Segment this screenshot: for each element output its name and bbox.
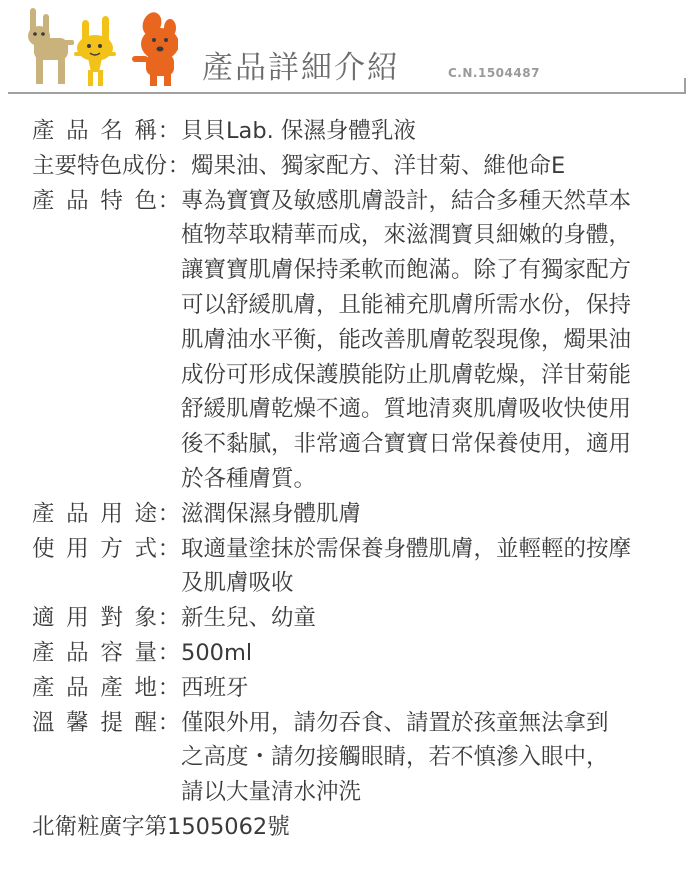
spec-value: 新生兒、幼童 [181, 605, 317, 632]
spec-colon: ： [167, 152, 191, 179]
spec-value-line: 取適量塗抹於需保養身體肌膚，並輕輕的按摩 [181, 535, 632, 562]
spec-value: 燭果油、獨家配方、洋甘菊、維他命E [191, 152, 566, 179]
spec-value-line: 請以大量清水沖洗 [181, 779, 362, 806]
spec-value [181, 706, 609, 810]
section-title: 產品詳細介紹 [202, 50, 400, 86]
spec-label: 產品用途 [32, 500, 157, 527]
license-number: 北衛粧廣字第1505062號 [32, 813, 290, 840]
spec-value-line: 肌膚油水平衡，能改善肌膚乾裂現像，燭果油 [181, 326, 632, 353]
spec-value: 西班牙 [181, 674, 249, 701]
spec-value-line: 舒緩肌膚乾燥不適。質地清爽肌膚吸收快使用 [181, 396, 632, 423]
spec-colon: ： [157, 674, 181, 701]
spec-value-line: 成份可形成保護膜能防止肌膚乾燥，洋甘菊能 [181, 361, 632, 388]
spec-value [181, 184, 631, 497]
spec-row-name [32, 114, 692, 149]
spec-label: 產品容量 [32, 639, 157, 666]
spec-row-directions [32, 532, 692, 602]
spec-value: 貝貝Lab. 保濕身體乳液 [181, 118, 416, 144]
spec-colon: ： [157, 535, 181, 562]
spec-row-origin [32, 671, 692, 706]
spec-label: 產品產地 [32, 674, 157, 701]
spec-row-ingredients [32, 149, 692, 184]
header-divider-end [684, 78, 686, 94]
spec-value-line: 之高度・請勿接觸眼睛，若不慎滲入眼中， [181, 744, 609, 771]
spec-row-features [32, 184, 692, 497]
spec-label: 產品特色 [32, 187, 157, 214]
deer-mascot-icon [28, 8, 74, 84]
spec-label: 溫馨提醒 [32, 709, 157, 736]
spec-value: 500ml [181, 639, 253, 666]
mascots [28, 6, 178, 86]
spec-value-line: 專為寶寶及敏感肌膚設計，結合多種天然草本 [181, 187, 632, 214]
spec-colon: ： [157, 500, 181, 527]
spec-value-line: 僅限外用，請勿吞食、請置於孩童無法拿到 [181, 709, 609, 736]
header [0, 0, 700, 100]
spec-value-line: 後不黏膩，非常適合寶寶日常保養使用，適用 [181, 431, 632, 458]
spec-row-target [32, 601, 692, 636]
spec-label: 產品名稱 [32, 118, 157, 144]
bear-mascot-icon [132, 10, 178, 86]
spec-label: 適用對象 [32, 605, 157, 632]
bunny-mascot-icon [74, 16, 116, 86]
spec-colon: ： [157, 187, 181, 214]
spec-colon: ： [157, 605, 181, 632]
spec-label: 主要特色成份 [32, 152, 168, 179]
header-divider [8, 92, 686, 94]
spec-value-line: 及肌膚吸收 [181, 570, 294, 597]
spec-value-line: 植物萃取精華而成，來滋潤寶貝細嫩的身體， [181, 222, 632, 249]
spec-value-line: 讓寶寶肌膚保持柔軟而飽滿。除了有獨家配方 [181, 257, 632, 284]
spec-value: 滋潤保濕身體肌膚 [181, 500, 362, 527]
product-spec [32, 114, 692, 845]
spec-colon: ： [157, 709, 181, 736]
spec-colon: ： [157, 639, 181, 666]
spec-colon: ： [157, 118, 181, 144]
spec-row-volume [32, 636, 692, 671]
spec-row-usage-purpose [32, 497, 692, 532]
spec-label: 使用方式 [32, 535, 157, 562]
spec-value [181, 532, 631, 602]
certificate-number: C.N.1504487 [448, 66, 540, 80]
spec-value-line: 於各種膚質。 [181, 465, 317, 492]
spec-row-warning [32, 706, 692, 810]
spec-value-line: 可以舒緩肌膚，且能補充肌膚所需水份，保持 [181, 291, 632, 318]
